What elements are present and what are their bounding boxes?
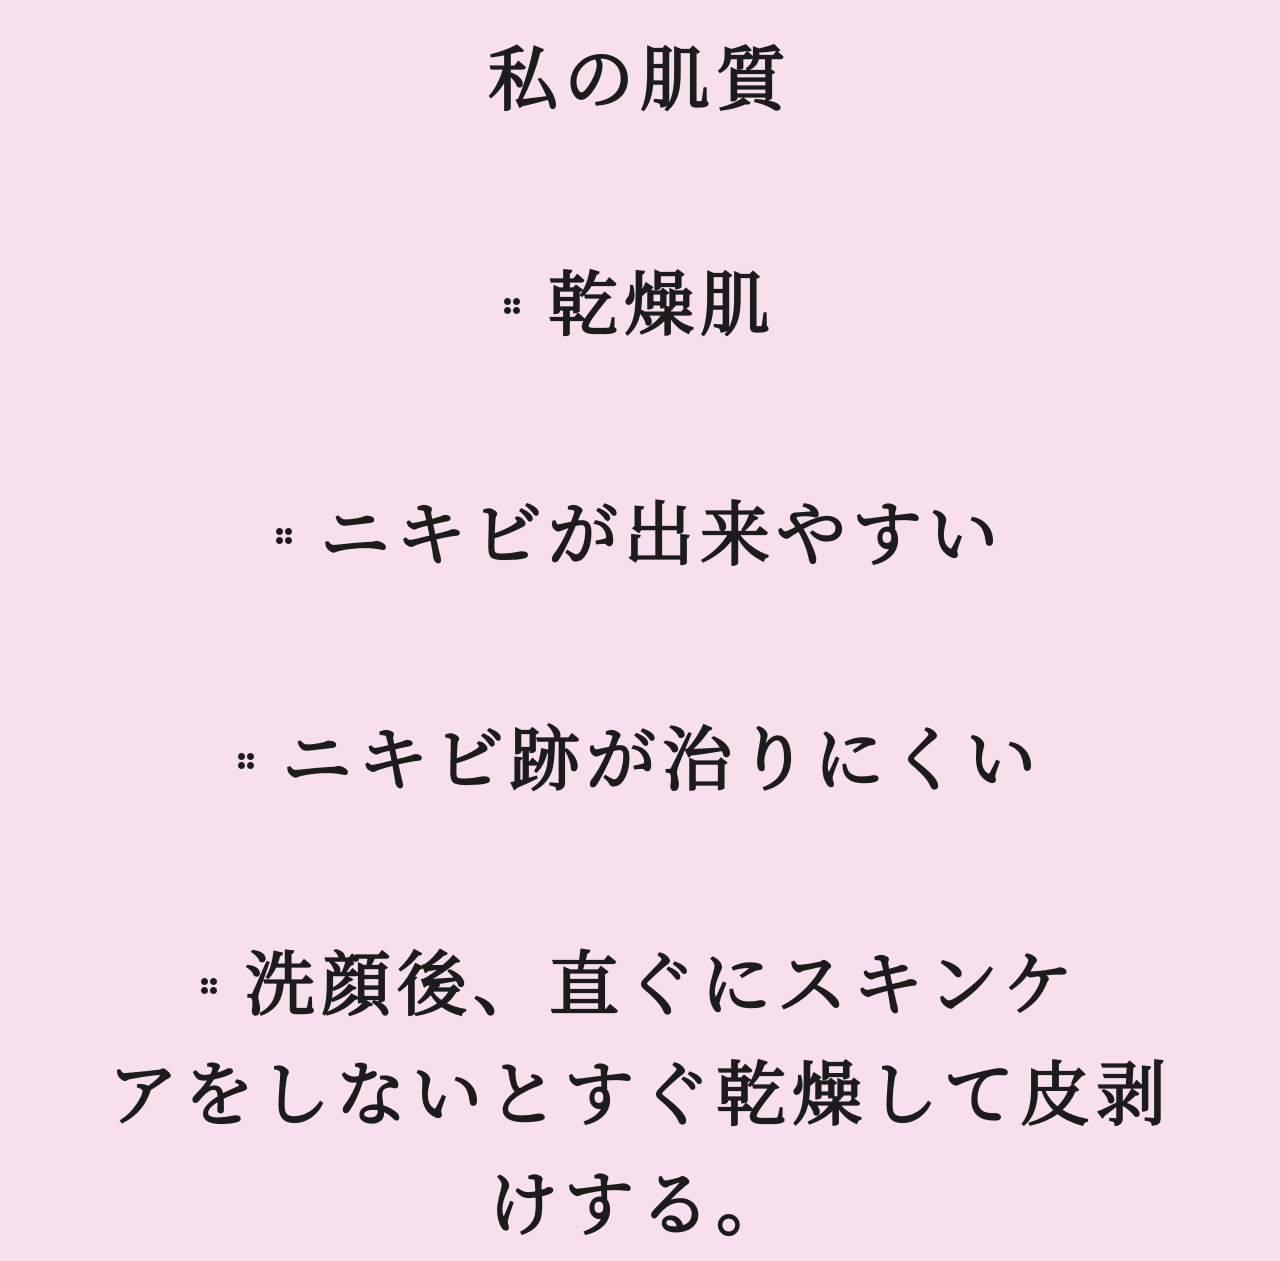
list-item-text: ニキビ跡が治りにくい bbox=[282, 719, 1042, 801]
list-item-text: ニキビが出来やすい bbox=[320, 494, 1004, 576]
list-item bbox=[70, 705, 1210, 815]
four-dots-bullet-icon bbox=[276, 528, 292, 544]
four-dots-bullet-icon bbox=[504, 298, 520, 314]
list-item-text: 乾燥肌 bbox=[548, 264, 776, 346]
page-title: 私の肌質 bbox=[488, 39, 792, 121]
skin-type-card bbox=[70, 0, 1210, 1260]
list-item-text: 洗顔後、直ぐにスキンケ bbox=[245, 944, 1079, 1026]
list-item-text: けする。 bbox=[488, 1164, 792, 1246]
list-item-text: アをしないとすぐ乾燥して皮剥 bbox=[108, 1054, 1172, 1136]
list-item bbox=[70, 930, 1210, 1260]
four-dots-bullet-icon bbox=[238, 753, 254, 769]
four-dots-bullet-icon bbox=[201, 978, 217, 994]
list-item bbox=[70, 250, 1210, 360]
list-item bbox=[70, 480, 1210, 590]
